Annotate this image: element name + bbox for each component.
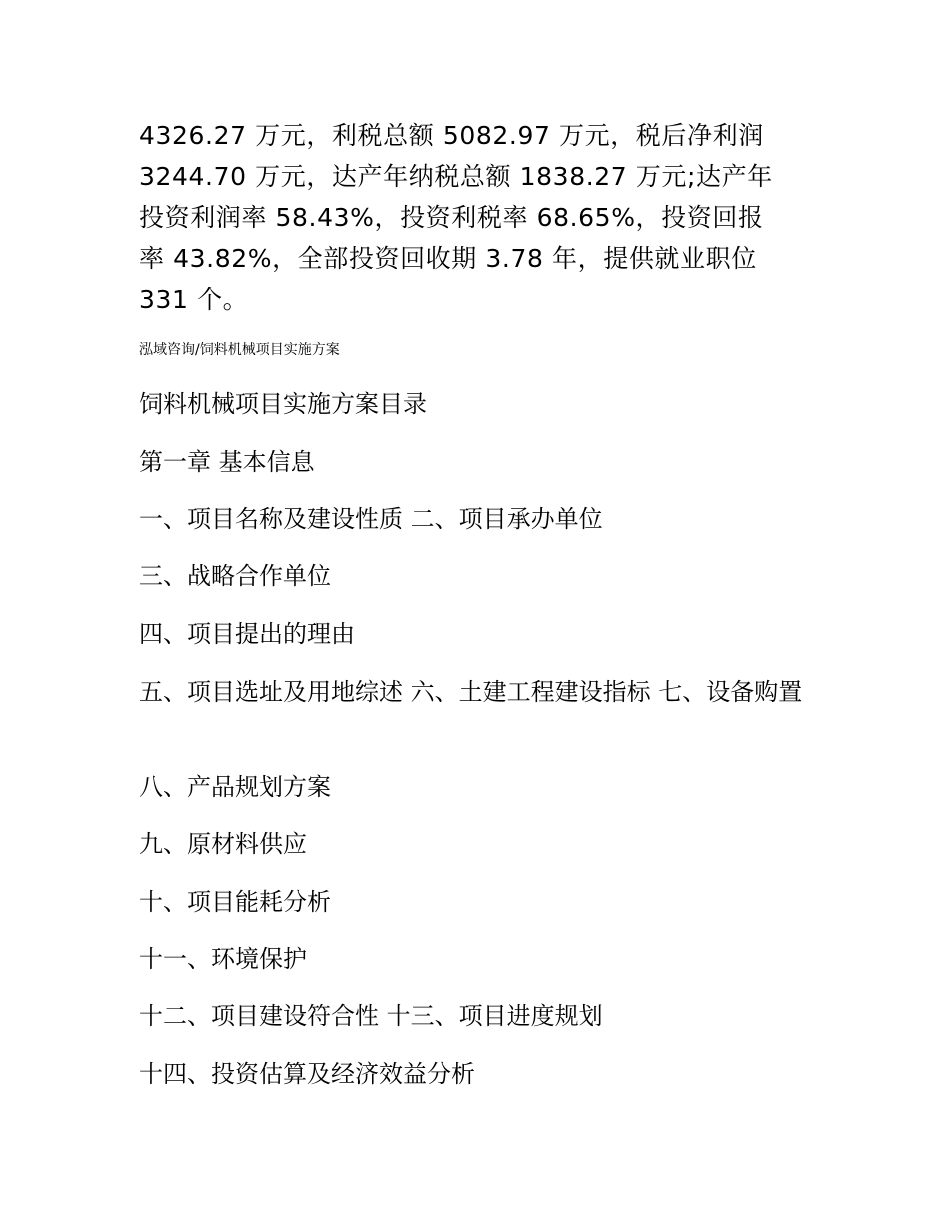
toc-title: 饲料机械项目实施方案目录 xyxy=(139,390,427,418)
summary-line-2: 3244.70 万元，达产年纳税总额 1838.27 万元;达产年 xyxy=(139,162,773,191)
toc-item: 十二、项目建设符合性 十三、项目进度规划 xyxy=(139,1002,603,1030)
toc-item: 九、原材料供应 xyxy=(139,830,307,858)
running-header: 泓域咨询/饲料机械项目实施方案 xyxy=(139,342,340,358)
toc-item: 五、项目选址及用地综述 六、土建工程建设指标 七、设备购置 xyxy=(139,678,803,706)
toc-item: 一、项目名称及建设性质 二、项目承办单位 xyxy=(139,505,603,533)
toc-item: 十、项目能耗分析 xyxy=(139,888,331,916)
toc-item: 十四、投资估算及经济效益分析 xyxy=(139,1060,475,1088)
summary-line-4: 率 43.82%，全部投资回收期 3.78 年，提供就业职位 xyxy=(139,244,757,273)
toc-item: 三、战略合作单位 xyxy=(139,562,331,590)
summary-line-1: 4326.27 万元，利税总额 5082.97 万元，税后净利润 xyxy=(139,121,764,150)
summary-line-5: 331 个。 xyxy=(139,285,249,314)
summary-line-3: 投资利润率 58.43%，投资利税率 68.65%，投资回报 xyxy=(139,203,764,232)
toc-item: 八、产品规划方案 xyxy=(139,773,331,801)
toc-item: 四、项目提出的理由 xyxy=(139,620,355,648)
toc-item: 十一、环境保护 xyxy=(139,945,307,973)
toc-item: 第一章 基本信息 xyxy=(139,448,315,476)
